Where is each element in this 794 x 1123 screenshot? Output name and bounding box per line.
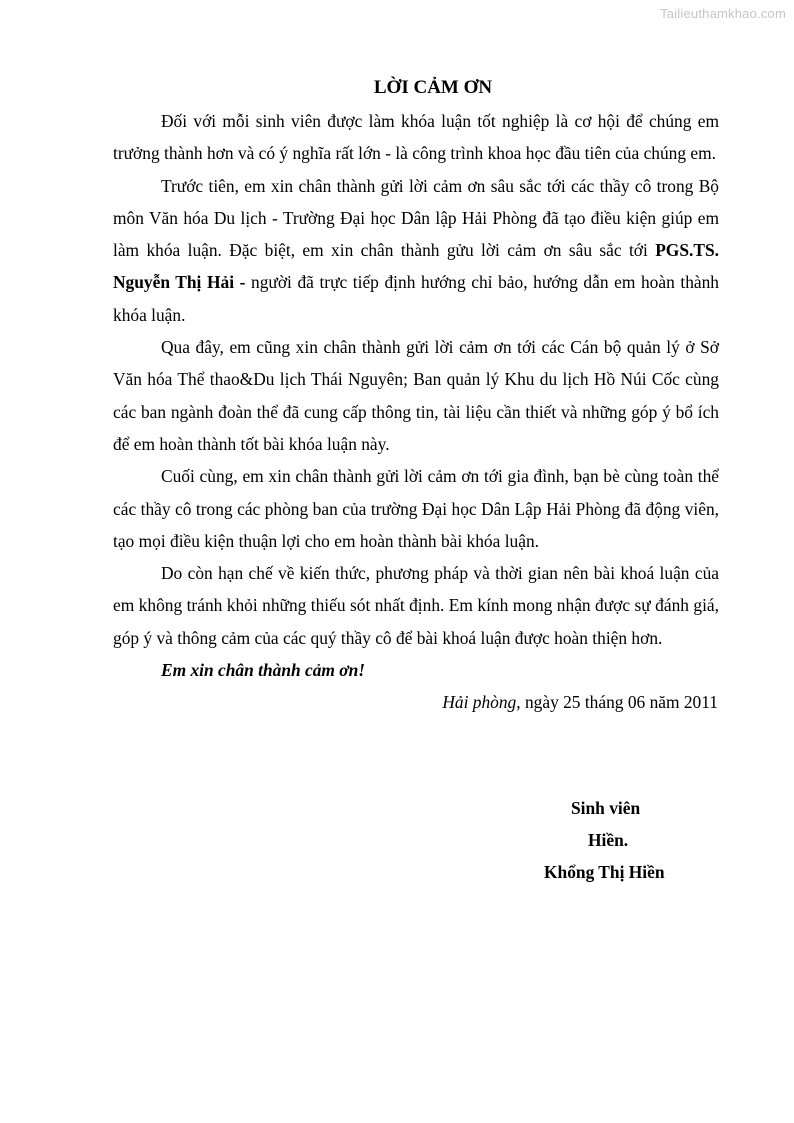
document-page: [113, 72, 719, 882]
watermark-text: Tailieuthamkhao.com: [660, 6, 786, 21]
signature-name: Khổng Thị Hiền: [544, 862, 665, 882]
paragraph-2: [113, 170, 719, 331]
paragraph-1: Đối với mỗi sinh viên được làm khóa luận tốt nghiệp là cơ hội để chúng em trưởng thành hơn và có ý nghĩa rất lớn - là công trình khoa học đầu tiên của chúng em.: [113, 111, 719, 164]
dateline-place: Hải phòng: [442, 692, 517, 713]
paragraph-5: Do còn hạn chế về kiến thức, phương pháp và thời gian nên bài khoá luận của em không tránh khỏi những thiếu sót nhất định. Em kính mong nhận được sự đánh giá, góp ý và thông cảm của các quý thầy cô để bài khoá luận được hoàn thiện hơn.: [113, 563, 719, 648]
paragraph-3: Qua đây, em cũng xin chân thành gửi lời cảm ơn tới các Cán bộ quản lý ở Sở Văn hóa Thể thao&Du lịch Thái Nguyên; Ban quản lý Khu du lịch Hồ Núi Cốc cùng các ban ngành đoàn thể đã cung cấp thông tin, tài liệu cần thiết và những góp ý bổ ích để em hoàn thành tốt bài khóa luận này.: [113, 337, 719, 454]
paragraph-4: Cuối cùng, em xin chân thành gửi lời cảm ơn tới gia đình, bạn bè cùng toàn thể các thầy cô trong các phòng ban của trường Đại học Dân Lập Hải Phòng đã động viên, tạo mọi điều kiện thuận lợi cho em hoàn thành bài khóa luận.: [113, 466, 719, 551]
supervisor-name: PGS.TS. Nguyễn Thị Hải -: [113, 240, 719, 293]
paragraph-2-text-after: người đã trực tiếp định hướng chỉ bảo, hướng dẫn em hoàn thành khóa luận.: [113, 272, 719, 325]
signature-role: Sinh viên: [571, 798, 641, 818]
closing-line: Em xin chân thành cảm ơn!: [161, 660, 366, 681]
dateline-date: , ngày 25 tháng 06 năm 2011: [516, 692, 718, 713]
signature-mark: Hiền.: [588, 830, 629, 850]
page-title: LỜI CẢM ƠN: [373, 77, 493, 98]
dateline: [113, 686, 719, 718]
paragraph-2-text-before: Trước tiên, em xin chân thành gửi lời cảm ơn sâu sắc tới các thầy cô trong Bộ môn Văn hóa Du lịch - Trường Đại học Dân lập Hải Phòng đã tạo điều kiện giúp em làm khóa luận. Đặc biệt, em xin chân thành gửu lời cảm ơn sâu sắc tới: [113, 175, 719, 261]
